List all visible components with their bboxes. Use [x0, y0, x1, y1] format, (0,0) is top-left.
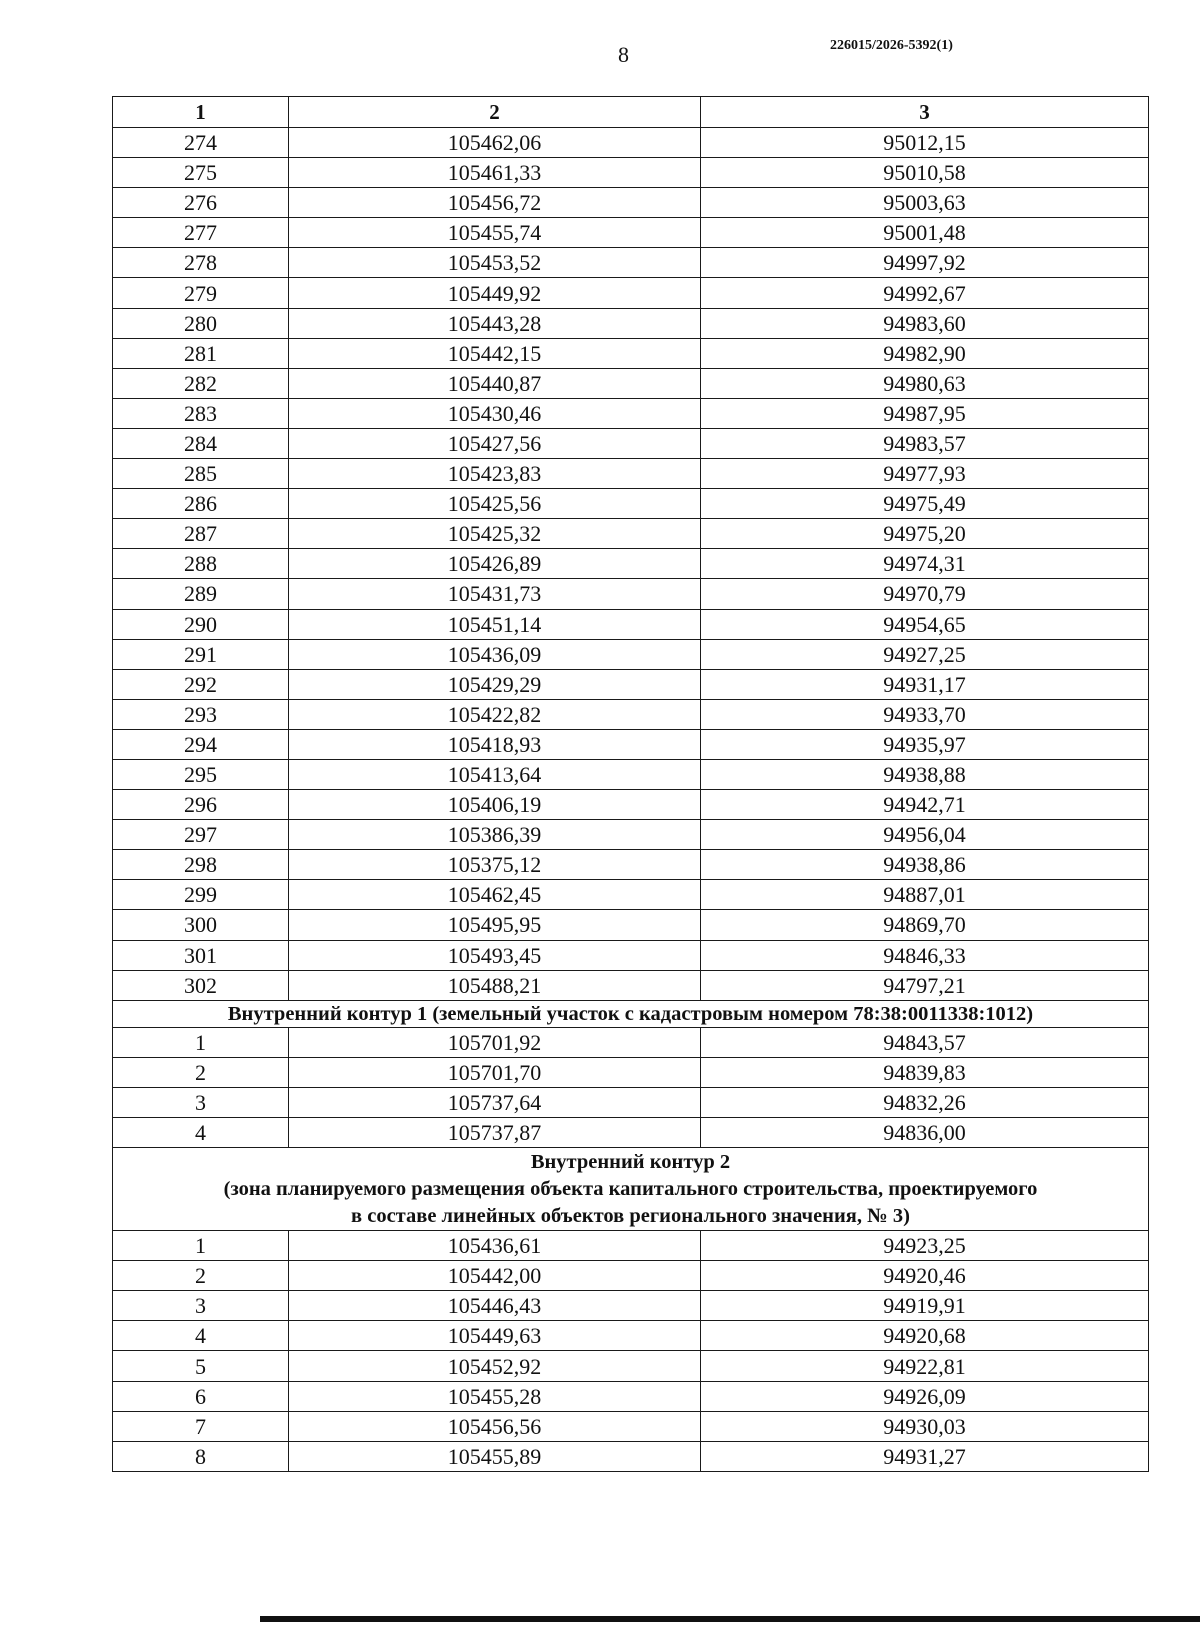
- table-row: [113, 188, 1149, 218]
- table-row: [113, 579, 1149, 609]
- table-row: [113, 759, 1149, 789]
- x-coordinate-cell: 105455,89: [289, 1441, 701, 1471]
- y-coordinate-cell: 94797,21: [701, 970, 1149, 1000]
- x-coordinate-cell: 105455,74: [289, 218, 701, 248]
- y-coordinate-cell: 94926,09: [701, 1381, 1149, 1411]
- y-coordinate-cell: 94954,65: [701, 609, 1149, 639]
- y-coordinate-cell: 94975,20: [701, 519, 1149, 549]
- point-number-cell: 289: [113, 579, 289, 609]
- table-row: [113, 970, 1149, 1000]
- column-header-3: 3: [701, 97, 1149, 128]
- x-coordinate-cell: 105449,63: [289, 1321, 701, 1351]
- x-coordinate-cell: 105737,87: [289, 1118, 701, 1148]
- point-number-cell: 2: [113, 1057, 289, 1087]
- table-row: [113, 428, 1149, 458]
- table-row: [113, 308, 1149, 338]
- table-row: [113, 549, 1149, 579]
- point-number-cell: 1: [113, 1231, 289, 1261]
- point-number-cell: 5: [113, 1351, 289, 1381]
- document-code: 226015/2026-5392(1): [830, 38, 953, 53]
- column-header-1: 1: [113, 97, 289, 128]
- column-header-2: 2: [289, 97, 701, 128]
- y-coordinate-cell: 94987,95: [701, 398, 1149, 428]
- x-coordinate-cell: 105440,87: [289, 368, 701, 398]
- y-coordinate-cell: 94920,68: [701, 1321, 1149, 1351]
- y-coordinate-cell: 94938,88: [701, 759, 1149, 789]
- y-coordinate-cell: 94975,49: [701, 489, 1149, 519]
- table-row: [113, 1441, 1149, 1471]
- y-coordinate-cell: 94846,33: [701, 940, 1149, 970]
- y-coordinate-cell: 94927,25: [701, 639, 1149, 669]
- table-row: [113, 459, 1149, 489]
- y-coordinate-cell: 95010,58: [701, 158, 1149, 188]
- y-coordinate-cell: 94920,46: [701, 1261, 1149, 1291]
- y-coordinate-cell: 94843,57: [701, 1027, 1149, 1057]
- x-coordinate-cell: 105418,93: [289, 729, 701, 759]
- point-number-cell: 293: [113, 699, 289, 729]
- point-number-cell: 284: [113, 428, 289, 458]
- y-coordinate-cell: 94938,86: [701, 850, 1149, 880]
- y-coordinate-cell: 94942,71: [701, 790, 1149, 820]
- point-number-cell: 1: [113, 1027, 289, 1057]
- y-coordinate-cell: 94919,91: [701, 1291, 1149, 1321]
- y-coordinate-cell: 94974,31: [701, 549, 1149, 579]
- coordinates-table-body: [113, 97, 1149, 1472]
- point-number-cell: 283: [113, 398, 289, 428]
- contour-2-header-title: [113, 1148, 1149, 1231]
- point-number-cell: 292: [113, 669, 289, 699]
- x-coordinate-cell: 105737,64: [289, 1087, 701, 1117]
- table-row: [113, 218, 1149, 248]
- point-number-cell: 281: [113, 338, 289, 368]
- point-number-cell: 287: [113, 519, 289, 549]
- point-number-cell: 279: [113, 278, 289, 308]
- point-number-cell: 294: [113, 729, 289, 759]
- x-coordinate-cell: 105455,28: [289, 1381, 701, 1411]
- point-number-cell: 6: [113, 1381, 289, 1411]
- x-coordinate-cell: 105413,64: [289, 759, 701, 789]
- coordinates-table: [112, 96, 1149, 1472]
- table-row: [113, 1057, 1149, 1087]
- table-row: [113, 820, 1149, 850]
- contour-2-header-title-line: в составе линейных объектов регионального значения, № 3): [351, 1204, 910, 1227]
- x-coordinate-cell: 105462,06: [289, 128, 701, 158]
- point-number-cell: 7: [113, 1411, 289, 1441]
- point-number-cell: 3: [113, 1291, 289, 1321]
- table-row: [113, 1027, 1149, 1057]
- table-row: [113, 1231, 1149, 1261]
- page-number: 8: [618, 42, 629, 67]
- x-coordinate-cell: 105430,46: [289, 398, 701, 428]
- y-coordinate-cell: 94922,81: [701, 1351, 1149, 1381]
- table-row: [113, 940, 1149, 970]
- y-coordinate-cell: 94997,92: [701, 248, 1149, 278]
- table-row: [113, 1381, 1149, 1411]
- contour-2-header-title-line: Внутренний контур 2: [530, 1150, 731, 1173]
- table-header-row: [113, 97, 1149, 128]
- table-row: [113, 699, 1149, 729]
- x-coordinate-cell: 105426,89: [289, 549, 701, 579]
- point-number-cell: 278: [113, 248, 289, 278]
- x-coordinate-cell: 105386,39: [289, 820, 701, 850]
- table-row: [113, 489, 1149, 519]
- y-coordinate-cell: 95003,63: [701, 188, 1149, 218]
- table-row: [113, 1261, 1149, 1291]
- point-number-cell: 301: [113, 940, 289, 970]
- point-number-cell: 298: [113, 850, 289, 880]
- x-coordinate-cell: 105461,33: [289, 158, 701, 188]
- table-row: [113, 1087, 1149, 1117]
- x-coordinate-cell: 105495,95: [289, 910, 701, 940]
- table-row: [113, 669, 1149, 699]
- table-row: [113, 519, 1149, 549]
- x-coordinate-cell: 105406,19: [289, 790, 701, 820]
- y-coordinate-cell: 94839,83: [701, 1057, 1149, 1087]
- table-row: [113, 639, 1149, 669]
- point-number-cell: 286: [113, 489, 289, 519]
- y-coordinate-cell: 94931,27: [701, 1441, 1149, 1471]
- table-row: [113, 158, 1149, 188]
- x-coordinate-cell: 105375,12: [289, 850, 701, 880]
- point-number-cell: 4: [113, 1118, 289, 1148]
- x-coordinate-cell: 105425,32: [289, 519, 701, 549]
- point-number-cell: 274: [113, 128, 289, 158]
- y-coordinate-cell: 94982,90: [701, 338, 1149, 368]
- table-row: [113, 248, 1149, 278]
- table-row: [113, 368, 1149, 398]
- x-coordinate-cell: 105446,43: [289, 1291, 701, 1321]
- x-coordinate-cell: 105429,29: [289, 669, 701, 699]
- x-coordinate-cell: 105493,45: [289, 940, 701, 970]
- y-coordinate-cell: 94970,79: [701, 579, 1149, 609]
- y-coordinate-cell: 94956,04: [701, 820, 1149, 850]
- table-row: [113, 1291, 1149, 1321]
- point-number-cell: 295: [113, 759, 289, 789]
- point-number-cell: 296: [113, 790, 289, 820]
- x-coordinate-cell: 105436,61: [289, 1231, 701, 1261]
- table-row: [113, 398, 1149, 428]
- point-number-cell: 288: [113, 549, 289, 579]
- x-coordinate-cell: 105456,56: [289, 1411, 701, 1441]
- y-coordinate-cell: 94836,00: [701, 1118, 1149, 1148]
- y-coordinate-cell: 95012,15: [701, 128, 1149, 158]
- y-coordinate-cell: 94832,26: [701, 1087, 1149, 1117]
- table-row: [113, 850, 1149, 880]
- x-coordinate-cell: 105423,83: [289, 459, 701, 489]
- table-row: [113, 609, 1149, 639]
- y-coordinate-cell: 94869,70: [701, 910, 1149, 940]
- y-coordinate-cell: 94977,93: [701, 459, 1149, 489]
- y-coordinate-cell: 94930,03: [701, 1411, 1149, 1441]
- x-coordinate-cell: 105443,28: [289, 308, 701, 338]
- point-number-cell: 299: [113, 880, 289, 910]
- x-coordinate-cell: 105488,21: [289, 970, 701, 1000]
- x-coordinate-cell: 105422,82: [289, 699, 701, 729]
- point-number-cell: 3: [113, 1087, 289, 1117]
- y-coordinate-cell: 94983,60: [701, 308, 1149, 338]
- point-number-cell: 276: [113, 188, 289, 218]
- contour-1-header: [113, 1000, 1149, 1027]
- x-coordinate-cell: 105436,09: [289, 639, 701, 669]
- point-number-cell: 285: [113, 459, 289, 489]
- x-coordinate-cell: 105442,00: [289, 1261, 701, 1291]
- point-number-cell: 4: [113, 1321, 289, 1351]
- y-coordinate-cell: 95001,48: [701, 218, 1149, 248]
- table-row: [113, 910, 1149, 940]
- point-number-cell: 290: [113, 609, 289, 639]
- x-coordinate-cell: 105456,72: [289, 188, 701, 218]
- table-row: [113, 1118, 1149, 1148]
- point-number-cell: 300: [113, 910, 289, 940]
- x-coordinate-cell: 105427,56: [289, 428, 701, 458]
- x-coordinate-cell: 105431,73: [289, 579, 701, 609]
- point-number-cell: 275: [113, 158, 289, 188]
- table-row: [113, 880, 1149, 910]
- y-coordinate-cell: 94933,70: [701, 699, 1149, 729]
- x-coordinate-cell: 105701,92: [289, 1027, 701, 1057]
- y-coordinate-cell: 94980,63: [701, 368, 1149, 398]
- point-number-cell: 277: [113, 218, 289, 248]
- point-number-cell: 297: [113, 820, 289, 850]
- x-coordinate-cell: 105453,52: [289, 248, 701, 278]
- point-number-cell: 280: [113, 308, 289, 338]
- y-coordinate-cell: 94992,67: [701, 278, 1149, 308]
- y-coordinate-cell: 94983,57: [701, 428, 1149, 458]
- x-coordinate-cell: 105451,14: [289, 609, 701, 639]
- y-coordinate-cell: 94935,97: [701, 729, 1149, 759]
- x-coordinate-cell: 105701,70: [289, 1057, 701, 1087]
- contour-1-header-title: Внутренний контур 1 (земельный участок с кадастровым номером 78:38:0011338:1012): [113, 1000, 1149, 1027]
- x-coordinate-cell: 105425,56: [289, 489, 701, 519]
- table-row: [113, 1321, 1149, 1351]
- table-row: [113, 1411, 1149, 1441]
- x-coordinate-cell: 105462,45: [289, 880, 701, 910]
- x-coordinate-cell: 105449,92: [289, 278, 701, 308]
- y-coordinate-cell: 94931,17: [701, 669, 1149, 699]
- contour-2-header-title-line: (зона планируемого размещения объекта капитального строительства, проектируемого: [223, 1177, 1038, 1200]
- point-number-cell: 2: [113, 1261, 289, 1291]
- contour-2-header: [113, 1148, 1149, 1231]
- table-row: [113, 1351, 1149, 1381]
- point-number-cell: 302: [113, 970, 289, 1000]
- table-row: [113, 278, 1149, 308]
- point-number-cell: 291: [113, 639, 289, 669]
- y-coordinate-cell: 94923,25: [701, 1231, 1149, 1261]
- point-number-cell: 8: [113, 1441, 289, 1471]
- table-row: [113, 729, 1149, 759]
- y-coordinate-cell: 94887,01: [701, 880, 1149, 910]
- x-coordinate-cell: 105442,15: [289, 338, 701, 368]
- scan-bottom-edge: [260, 1616, 1200, 1622]
- point-number-cell: 282: [113, 368, 289, 398]
- table-row: [113, 790, 1149, 820]
- table-row: [113, 128, 1149, 158]
- x-coordinate-cell: 105452,92: [289, 1351, 701, 1381]
- table-row: [113, 338, 1149, 368]
